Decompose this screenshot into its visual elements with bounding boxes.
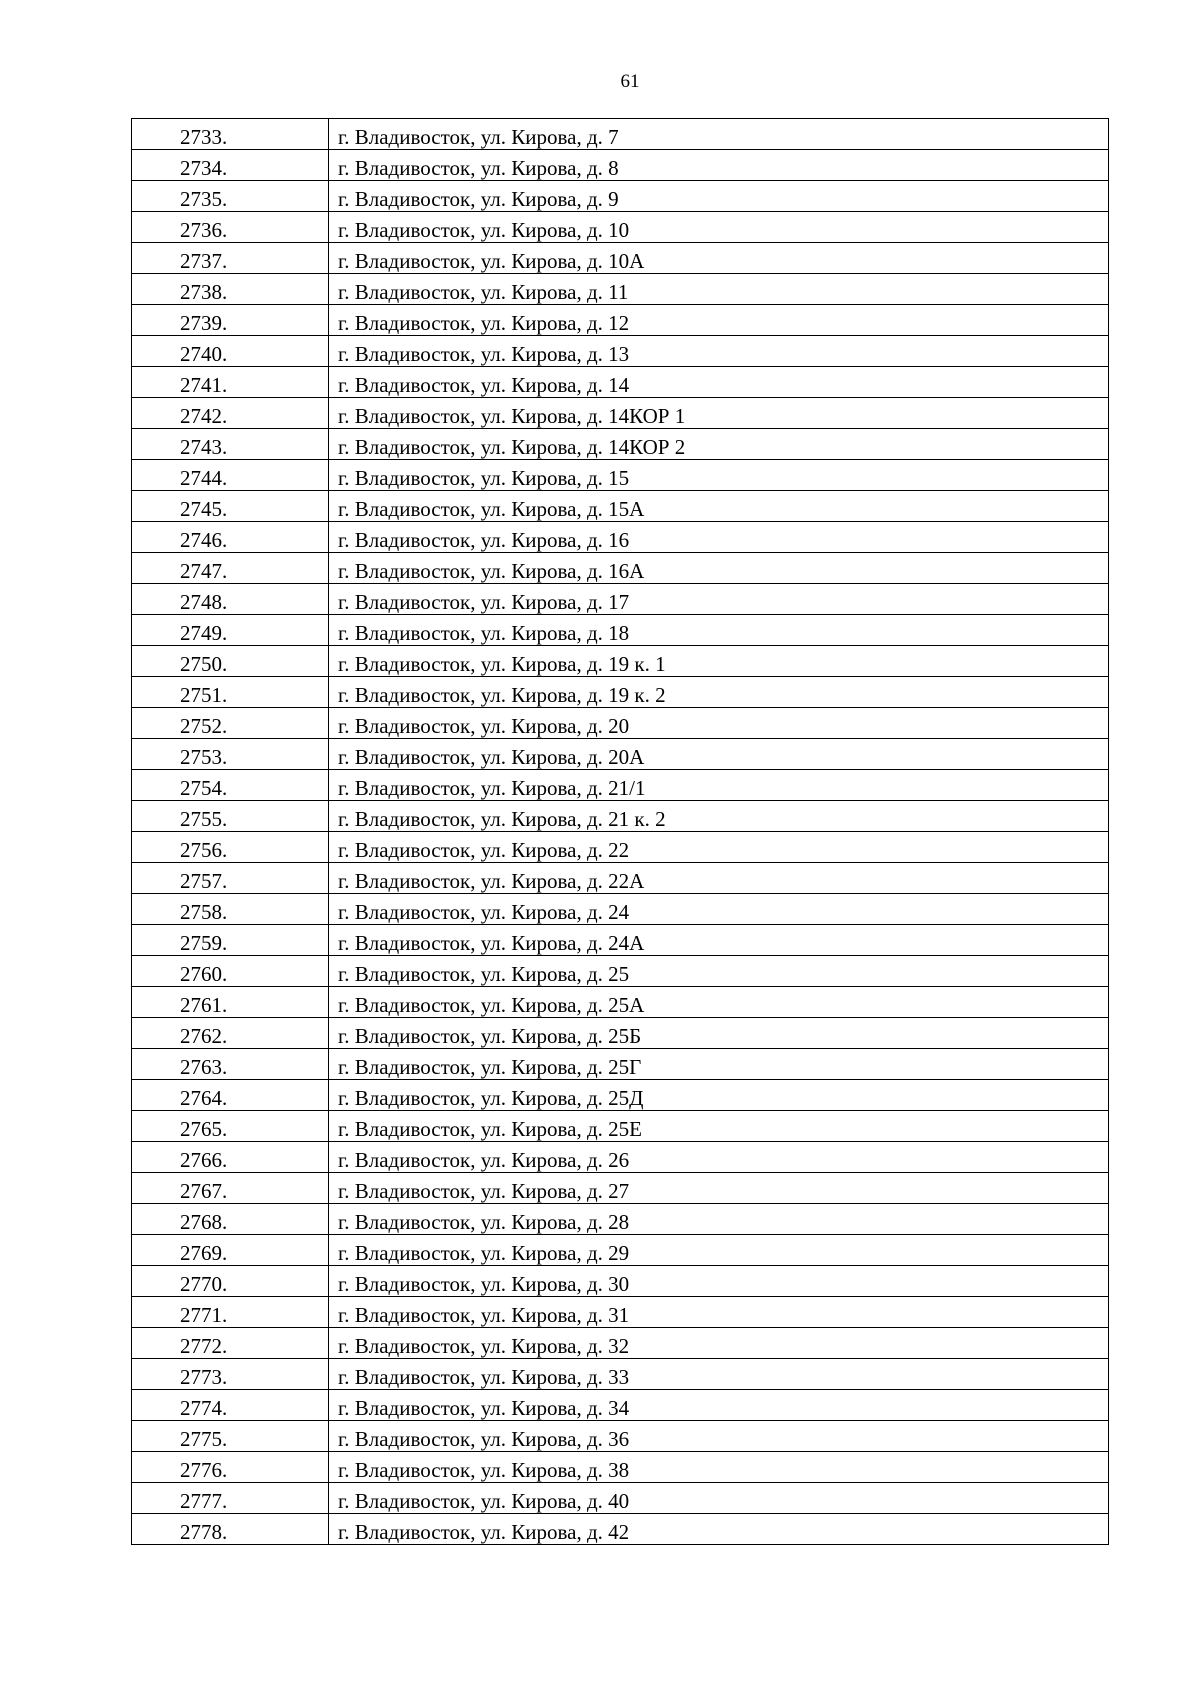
table-row: [132, 708, 1109, 739]
address-cell: г. Владивосток, ул. Кирова, д. 25: [329, 956, 1109, 987]
row-number-cell: 2774.: [132, 1390, 329, 1421]
address-cell: г. Владивосток, ул. Кирова, д. 22: [329, 832, 1109, 863]
table-row: [132, 1142, 1109, 1173]
row-number-cell: 2740.: [132, 336, 329, 367]
table-row: [132, 646, 1109, 677]
address-cell: г. Владивосток, ул. Кирова, д. 16: [329, 522, 1109, 553]
row-number-cell: 2752.: [132, 708, 329, 739]
address-cell: г. Владивосток, ул. Кирова, д. 30: [329, 1266, 1109, 1297]
row-number-cell: 2737.: [132, 243, 329, 274]
table-row: [132, 1328, 1109, 1359]
table-row: [132, 1483, 1109, 1514]
row-number-cell: 2738.: [132, 274, 329, 305]
address-cell: г. Владивосток, ул. Кирова, д. 15: [329, 460, 1109, 491]
table-row: [132, 1111, 1109, 1142]
row-number-cell: 2733.: [132, 119, 329, 150]
table-row: [132, 1297, 1109, 1328]
table-row: [132, 1173, 1109, 1204]
address-table-body: [132, 119, 1109, 1545]
row-number-cell: 2771.: [132, 1297, 329, 1328]
address-cell: г. Владивосток, ул. Кирова, д. 19 к. 2: [329, 677, 1109, 708]
row-number-cell: 2753.: [132, 739, 329, 770]
address-cell: г. Владивосток, ул. Кирова, д. 14КОР 2: [329, 429, 1109, 460]
address-cell: г. Владивосток, ул. Кирова, д. 25Е: [329, 1111, 1109, 1142]
address-cell: г. Владивосток, ул. Кирова, д. 22А: [329, 863, 1109, 894]
address-cell: г. Владивосток, ул. Кирова, д. 7: [329, 119, 1109, 150]
address-cell: г. Владивосток, ул. Кирова, д. 21 к. 2: [329, 801, 1109, 832]
row-number-cell: 2743.: [132, 429, 329, 460]
table-row: [132, 1080, 1109, 1111]
table-row: [132, 987, 1109, 1018]
address-cell: г. Владивосток, ул. Кирова, д. 17: [329, 584, 1109, 615]
row-number-cell: 2757.: [132, 863, 329, 894]
row-number-cell: 2756.: [132, 832, 329, 863]
row-number-cell: 2773.: [132, 1359, 329, 1390]
table-row: [132, 1514, 1109, 1545]
address-cell: г. Владивосток, ул. Кирова, д. 27: [329, 1173, 1109, 1204]
table-row: [132, 832, 1109, 863]
table-row: [132, 522, 1109, 553]
table-row: [132, 460, 1109, 491]
row-number-cell: 2762.: [132, 1018, 329, 1049]
row-number-cell: 2744.: [132, 460, 329, 491]
address-cell: г. Владивосток, ул. Кирова, д. 28: [329, 1204, 1109, 1235]
table-row: [132, 1018, 1109, 1049]
address-cell: г. Владивосток, ул. Кирова, д. 31: [329, 1297, 1109, 1328]
address-cell: г. Владивосток, ул. Кирова, д. 29: [329, 1235, 1109, 1266]
row-number-cell: 2741.: [132, 367, 329, 398]
table-row: [132, 274, 1109, 305]
table-row: [132, 1390, 1109, 1421]
address-cell: г. Владивосток, ул. Кирова, д. 38: [329, 1452, 1109, 1483]
table-row: [132, 212, 1109, 243]
row-number-cell: 2745.: [132, 491, 329, 522]
address-cell: г. Владивосток, ул. Кирова, д. 26: [329, 1142, 1109, 1173]
address-cell: г. Владивосток, ул. Кирова, д. 10: [329, 212, 1109, 243]
table-row: [132, 1452, 1109, 1483]
address-cell: г. Владивосток, ул. Кирова, д. 13: [329, 336, 1109, 367]
table-row: [132, 181, 1109, 212]
table-row: [132, 367, 1109, 398]
row-number-cell: 2736.: [132, 212, 329, 243]
row-number-cell: 2749.: [132, 615, 329, 646]
table-row: [132, 1235, 1109, 1266]
address-cell: г. Владивосток, ул. Кирова, д. 14КОР 1: [329, 398, 1109, 429]
page-number: 61: [620, 71, 640, 92]
table-row: [132, 305, 1109, 336]
row-number-cell: 2775.: [132, 1421, 329, 1452]
address-cell: г. Владивосток, ул. Кирова, д. 15А: [329, 491, 1109, 522]
table-row: [132, 1266, 1109, 1297]
address-cell: г. Владивосток, ул. Кирова, д. 16А: [329, 553, 1109, 584]
table-row: [132, 553, 1109, 584]
row-number-cell: 2766.: [132, 1142, 329, 1173]
row-number-cell: 2776.: [132, 1452, 329, 1483]
table-row: [132, 1421, 1109, 1452]
row-number-cell: 2758.: [132, 894, 329, 925]
address-cell: г. Владивосток, ул. Кирова, д. 25Д: [329, 1080, 1109, 1111]
row-number-cell: 2772.: [132, 1328, 329, 1359]
row-number-cell: 2739.: [132, 305, 329, 336]
address-cell: г. Владивосток, ул. Кирова, д. 21/1: [329, 770, 1109, 801]
row-number-cell: 2768.: [132, 1204, 329, 1235]
address-cell: г. Владивосток, ул. Кирова, д. 19 к. 1: [329, 646, 1109, 677]
table-row: [132, 336, 1109, 367]
address-table: [131, 118, 1109, 1545]
row-number-cell: 2759.: [132, 925, 329, 956]
address-cell: г. Владивосток, ул. Кирова, д. 10А: [329, 243, 1109, 274]
table-row: [132, 243, 1109, 274]
table-row: [132, 894, 1109, 925]
row-number-cell: 2765.: [132, 1111, 329, 1142]
address-cell: г. Владивосток, ул. Кирова, д. 18: [329, 615, 1109, 646]
address-cell: г. Владивосток, ул. Кирова, д. 20А: [329, 739, 1109, 770]
address-cell: г. Владивосток, ул. Кирова, д. 25Б: [329, 1018, 1109, 1049]
address-cell: г. Владивосток, ул. Кирова, д. 40: [329, 1483, 1109, 1514]
row-number-cell: 2748.: [132, 584, 329, 615]
address-cell: г. Владивосток, ул. Кирова, д. 24А: [329, 925, 1109, 956]
address-cell: г. Владивосток, ул. Кирова, д. 34: [329, 1390, 1109, 1421]
address-cell: г. Владивосток, ул. Кирова, д. 8: [329, 150, 1109, 181]
table-row: [132, 863, 1109, 894]
table-row: [132, 398, 1109, 429]
table-row: [132, 925, 1109, 956]
address-cell: г. Владивосток, ул. Кирова, д. 11: [329, 274, 1109, 305]
row-number-cell: 2770.: [132, 1266, 329, 1297]
row-number-cell: 2763.: [132, 1049, 329, 1080]
table-row: [132, 1359, 1109, 1390]
address-cell: г. Владивосток, ул. Кирова, д. 24: [329, 894, 1109, 925]
address-cell: г. Владивосток, ул. Кирова, д. 25Г: [329, 1049, 1109, 1080]
address-cell: г. Владивосток, ул. Кирова, д. 42: [329, 1514, 1109, 1545]
address-cell: г. Владивосток, ул. Кирова, д. 33: [329, 1359, 1109, 1390]
table-row: [132, 150, 1109, 181]
row-number-cell: 2754.: [132, 770, 329, 801]
row-number-cell: 2750.: [132, 646, 329, 677]
table-row: [132, 584, 1109, 615]
table-row: [132, 770, 1109, 801]
row-number-cell: 2734.: [132, 150, 329, 181]
address-cell: г. Владивосток, ул. Кирова, д. 12: [329, 305, 1109, 336]
address-cell: г. Владивосток, ул. Кирова, д. 25А: [329, 987, 1109, 1018]
table-row: [132, 491, 1109, 522]
row-number-cell: 2764.: [132, 1080, 329, 1111]
table-row: [132, 119, 1109, 150]
table-row: [132, 801, 1109, 832]
row-number-cell: 2777.: [132, 1483, 329, 1514]
address-cell: г. Владивосток, ул. Кирова, д. 9: [329, 181, 1109, 212]
table-row: [132, 677, 1109, 708]
table-row: [132, 956, 1109, 987]
address-cell: г. Владивосток, ул. Кирова, д. 32: [329, 1328, 1109, 1359]
address-cell: г. Владивосток, ул. Кирова, д. 14: [329, 367, 1109, 398]
table-row: [132, 615, 1109, 646]
address-cell: г. Владивосток, ул. Кирова, д. 20: [329, 708, 1109, 739]
table-row: [132, 1049, 1109, 1080]
row-number-cell: 2751.: [132, 677, 329, 708]
row-number-cell: 2769.: [132, 1235, 329, 1266]
row-number-cell: 2747.: [132, 553, 329, 584]
row-number-cell: 2746.: [132, 522, 329, 553]
row-number-cell: 2767.: [132, 1173, 329, 1204]
address-cell: г. Владивосток, ул. Кирова, д. 36: [329, 1421, 1109, 1452]
table-row: [132, 739, 1109, 770]
row-number-cell: 2760.: [132, 956, 329, 987]
row-number-cell: 2735.: [132, 181, 329, 212]
row-number-cell: 2761.: [132, 987, 329, 1018]
table-row: [132, 1204, 1109, 1235]
row-number-cell: 2742.: [132, 398, 329, 429]
row-number-cell: 2755.: [132, 801, 329, 832]
table-row: [132, 429, 1109, 460]
row-number-cell: 2778.: [132, 1514, 329, 1545]
